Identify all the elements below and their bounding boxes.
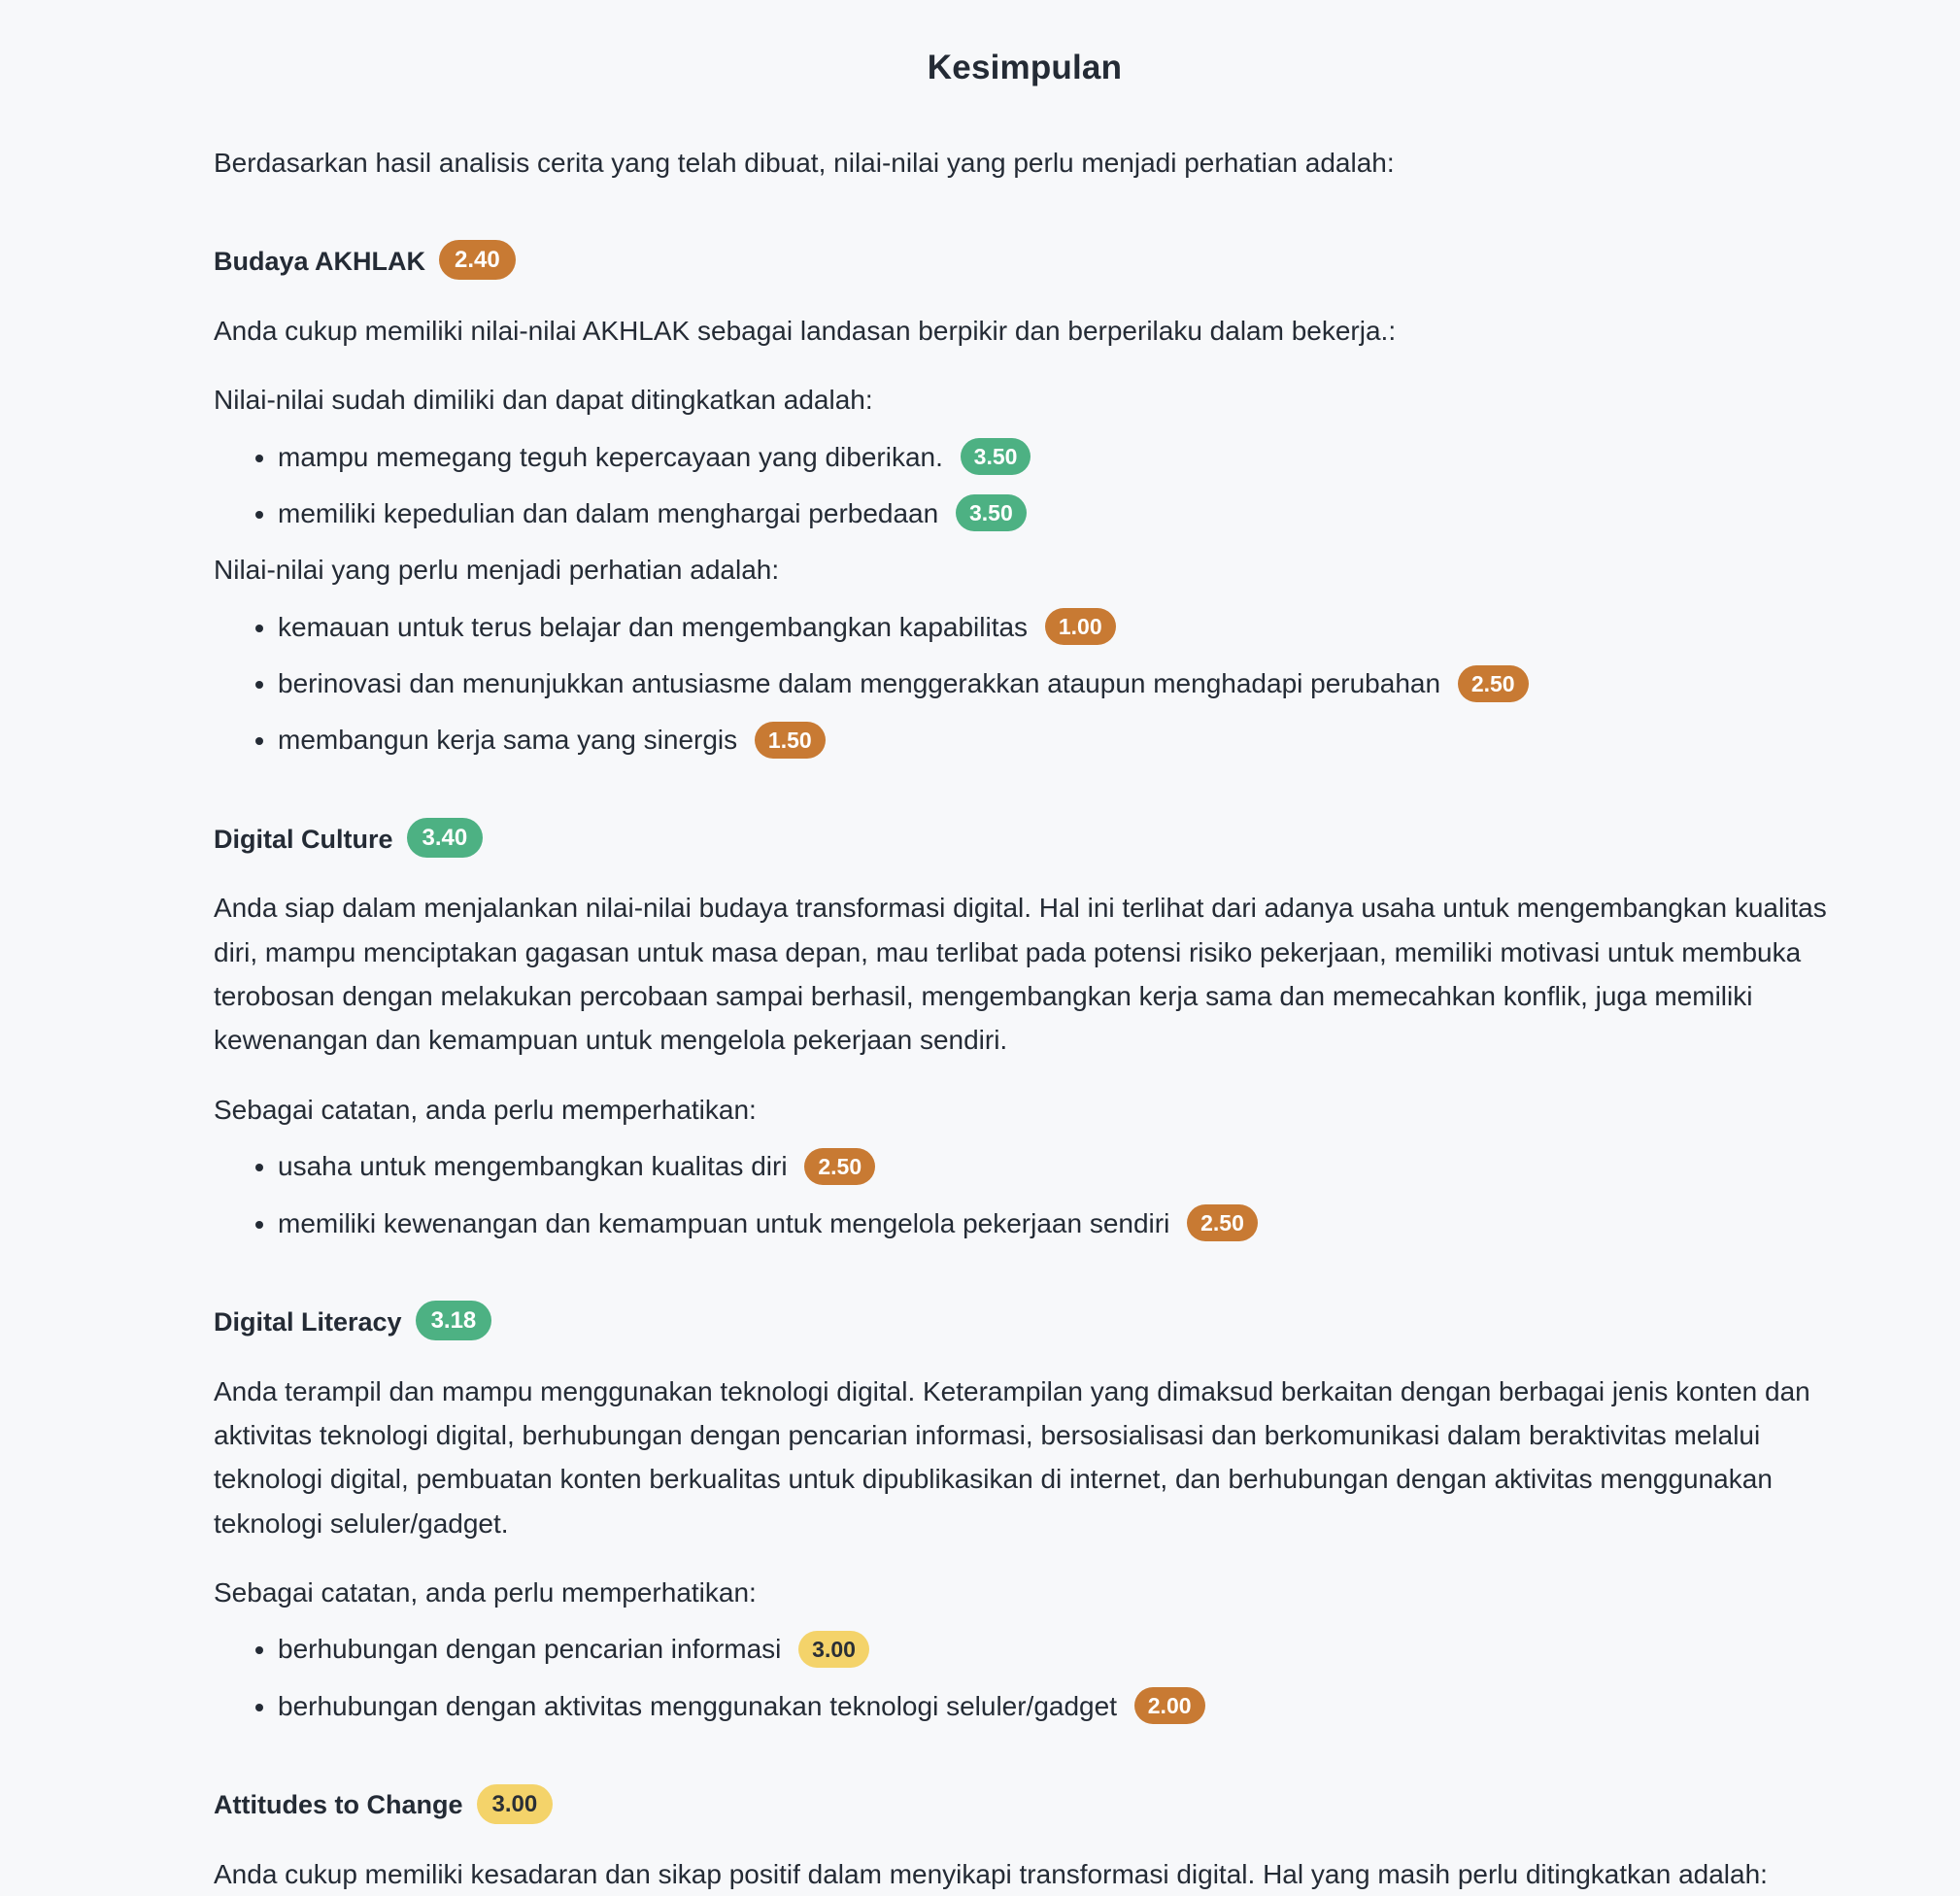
section-digital-literacy	[214, 1302, 1836, 1728]
list-item-text: memiliki kepedulian dan dalam menghargai perbedaan	[278, 497, 939, 528]
section-budaya-akhlak	[214, 241, 1836, 762]
positive-list	[214, 435, 1836, 536]
list-item	[278, 435, 1836, 479]
list-item	[278, 491, 1836, 535]
score-badge: 2.50	[804, 1148, 875, 1185]
score-badge: 3.18	[416, 1301, 492, 1340]
score-badge: 3.00	[798, 1631, 869, 1668]
score-badge: 1.00	[1045, 608, 1116, 645]
list-item-text: usaha untuk mengembangkan kualitas diri	[278, 1151, 788, 1182]
note-list	[214, 1627, 1836, 1728]
section-digital-culture	[214, 819, 1836, 1245]
report-page	[214, 0, 1836, 1896]
section-description: Anda cukup memiliki nilai-nilai AKHLAK sebagai landasan berpikir dan berperilaku dalam bekerja.:	[214, 315, 1397, 346]
list-item-text: berinovasi dan menunjukkan antusiasme dalam menggerakkan ataupun menghadapi perubahan	[278, 667, 1441, 698]
list-item-text: kemauan untuk terus belajar dan mengembangkan kapabilitas	[278, 611, 1029, 642]
list-item	[278, 1684, 1836, 1728]
list-item-text: berhubungan dengan aktivitas menggunakan teknologi seluler/gadget	[278, 1690, 1117, 1721]
note-list-intro: Sebagai catatan, anda perlu memperhatikan:	[214, 1094, 757, 1125]
note-list	[214, 1144, 1836, 1245]
score-badge: 2.40	[439, 240, 516, 280]
list-item	[278, 1202, 1836, 1245]
attention-list	[214, 605, 1836, 762]
intro-paragraph: Berdasarkan hasil analisis cerita yang telah dibuat, nilai-nilai yang perlu menjadi perhatian adalah:	[214, 147, 1395, 178]
section-attitudes-to-change	[214, 1784, 1836, 1896]
score-badge: 3.50	[961, 438, 1031, 475]
section-heading	[214, 241, 1836, 284]
list-item-text: memiliki kewenangan dan kemampuan untuk mengelola pekerjaan sendiri	[278, 1207, 1170, 1238]
positive-list-intro: Nilai-nilai sudah dimiliki dan dapat ditingkatkan adalah:	[214, 385, 873, 416]
list-item	[278, 605, 1836, 649]
list-item-text: mampu memegang teguh kepercayaan yang diberikan.	[278, 441, 943, 472]
score-badge: 2.50	[1187, 1204, 1258, 1241]
section-heading-label: Budaya AKHLAK	[214, 247, 426, 277]
note-list-intro: Sebagai catatan, anda perlu memperhatikan:	[214, 1577, 757, 1608]
score-badge: 3.50	[956, 494, 1027, 531]
page-title: Kesimpulan	[927, 49, 1123, 86]
list-item-text: berhubungan dengan pencarian informasi	[278, 1634, 782, 1665]
section-heading-label: Attitudes to Change	[214, 1790, 463, 1820]
attention-list-intro: Nilai-nilai yang perlu menjadi perhatian adalah:	[214, 555, 780, 586]
section-heading-label: Digital Literacy	[214, 1306, 402, 1337]
list-item	[278, 1144, 1836, 1188]
section-heading	[214, 1784, 1836, 1827]
section-description: Anda siap dalam menjalankan nilai-nilai budaya transformasi digital. Hal ini terlihat dari adanya usaha untuk mengembangkan kualitas diri, mampu menciptakan gagasan untuk masa depan, mau terlibat pada potensi risiko pekerjaan, memiliki motivasi untuk membuka terobosan dengan melakukan percobaan sampai berhasil, mengembangkan kerja sama dan memecahkan konflik, juga memiliki kewenangan dan kemampuan untuk mengelola pekerjaan sendiri.	[214, 893, 1827, 1056]
score-badge: 1.50	[755, 722, 826, 759]
section-heading-label: Digital Culture	[214, 824, 393, 854]
score-badge: 3.00	[477, 1784, 554, 1824]
score-badge: 2.00	[1134, 1687, 1205, 1724]
section-heading	[214, 819, 1836, 862]
section-heading	[214, 1302, 1836, 1344]
section-description: Anda terampil dan mampu menggunakan teknologi digital. Keterampilan yang dimaksud berkaitan dengan berbagai jenis konten dan aktivitas teknologi digital, berhubungan dengan pencarian informasi, bersosialisasi dan berkomunikasi dalam beraktivitas melalui teknologi digital, pembuatan konten berkualitas untuk dipublikasikan di internet, dan berhubungan dengan aktivitas menggunakan teknologi seluler/gadget.	[214, 1375, 1810, 1539]
section-description: Anda cukup memiliki kesadaran dan sikap positif dalam menyikapi transformasi digital. Hal yang masih perlu ditingkatkan adalah:	[214, 1858, 1768, 1889]
list-item	[278, 1627, 1836, 1671]
list-item	[278, 661, 1836, 705]
list-item	[278, 718, 1836, 762]
score-badge: 3.40	[407, 818, 484, 858]
score-badge: 2.50	[1458, 665, 1529, 702]
list-item-text: membangun kerja sama yang sinergis	[278, 725, 738, 756]
